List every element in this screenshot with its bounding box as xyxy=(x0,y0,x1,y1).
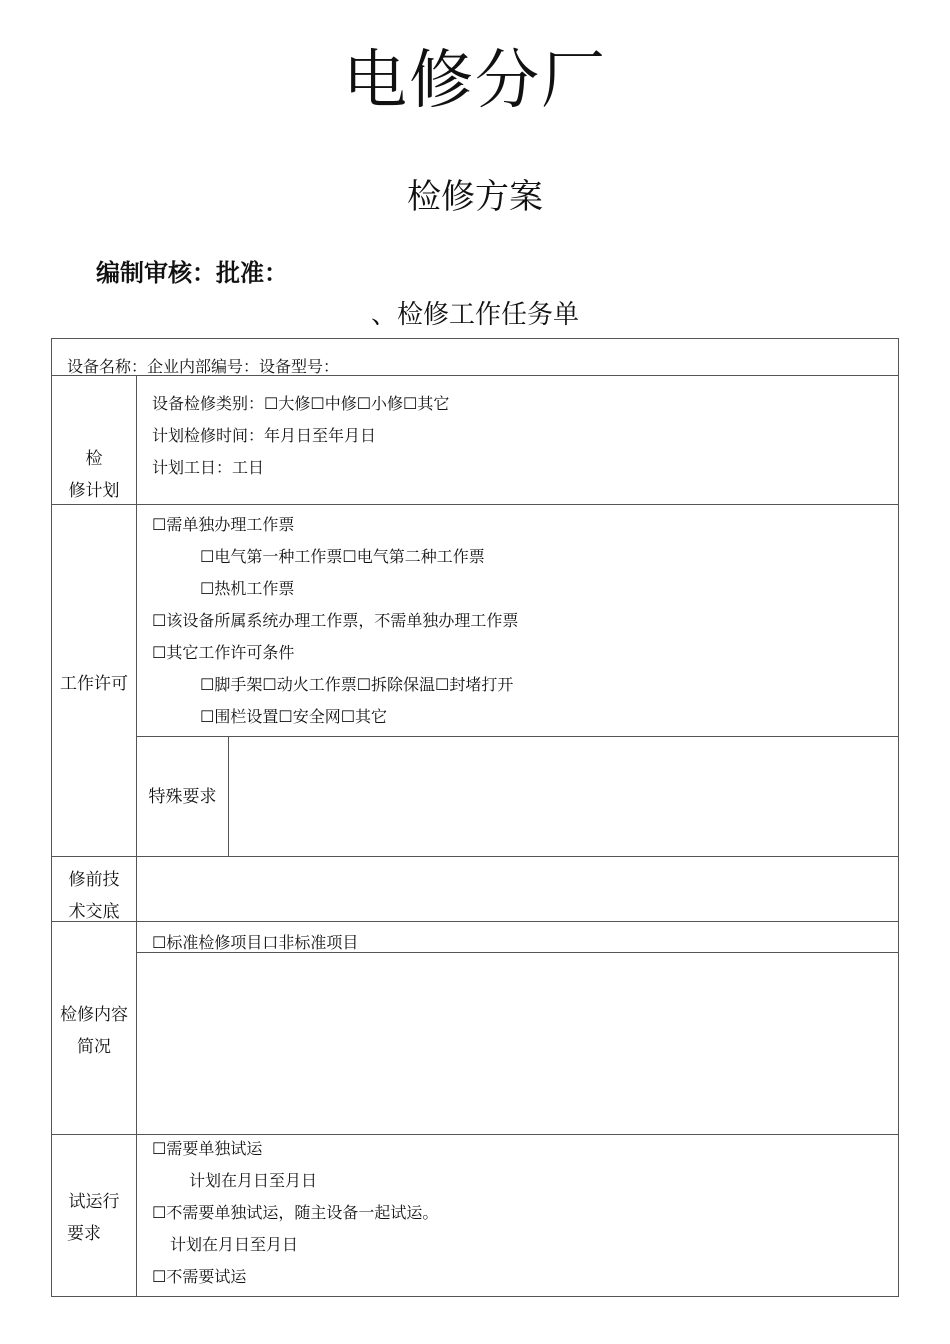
other-condition-items-2: ☐围栏设置☐安全网☐其它 xyxy=(200,707,388,726)
system-ticket-option: ☐该设备所属系统办理工作票，不需单独办理工作票 xyxy=(152,611,519,630)
permit-label: 工作许可 xyxy=(60,674,128,694)
row-divider xyxy=(51,504,899,505)
document-subtitle: 检修方案 xyxy=(407,177,543,217)
equipment-info-line: 设备名称：企业内部编号：设备型号： xyxy=(67,357,340,376)
plan-label-line1: 检 xyxy=(85,449,103,469)
row-divider xyxy=(51,921,899,922)
section-title: 、检修工作任务单 xyxy=(370,300,579,330)
content-summary-field[interactable] xyxy=(137,953,898,1134)
planned-time: 计划检修时间：年月日至年月日 xyxy=(152,426,377,445)
document-title: 电修分厂 xyxy=(343,44,607,118)
trial-label-line1: 试运行 xyxy=(68,1192,120,1212)
separate-ticket-option: ☐需单独办理工作票 xyxy=(152,515,295,534)
briefing-field[interactable] xyxy=(137,857,898,921)
briefing-label-line2: 术交底 xyxy=(68,902,120,922)
planned-workdays: 计划工日：工日 xyxy=(152,458,265,477)
with-main-trial-plan: 计划在月日至月日 xyxy=(170,1235,299,1254)
briefing-label-line1: 修前技 xyxy=(68,870,120,890)
maintenance-category: 设备检修类别：☐大修☐中修☐小修☐其它 xyxy=(152,394,450,413)
content-label-line1: 检修内容 xyxy=(60,1005,128,1025)
thermal-ticket-option: ☐热机工作票 xyxy=(200,579,295,598)
trial-label-line2: 要求 xyxy=(67,1224,101,1244)
with-main-trial-option: ☐不需要单独试运，随主设备一起试运。 xyxy=(152,1203,439,1222)
plan-label-line2: 修计划 xyxy=(68,481,120,501)
separate-trial-option: ☐需要单独试运 xyxy=(152,1139,263,1158)
row-divider xyxy=(51,1134,899,1135)
signoff-line: 编制审核：批准： xyxy=(96,259,288,287)
content-label-line2: 简况 xyxy=(77,1037,111,1057)
separate-trial-plan: 计划在月日至月日 xyxy=(189,1171,318,1190)
column-divider xyxy=(136,375,137,1297)
no-trial-option: ☐不需要试运 xyxy=(152,1267,247,1286)
special-requirements-label: 特殊要求 xyxy=(148,787,217,807)
special-requirements-field[interactable] xyxy=(229,737,898,856)
electrical-ticket-options: ☐电气第一种工作票☐电气第二种工作票 xyxy=(200,547,485,566)
other-condition-items-1: ☐脚手架☐动火工作票☐拆除保温☐封堵打开 xyxy=(200,675,514,694)
project-type-options: ☐标准检修项目口非标准项目 xyxy=(152,933,359,952)
other-conditions-option: ☐其它工作许可条件 xyxy=(152,643,295,662)
